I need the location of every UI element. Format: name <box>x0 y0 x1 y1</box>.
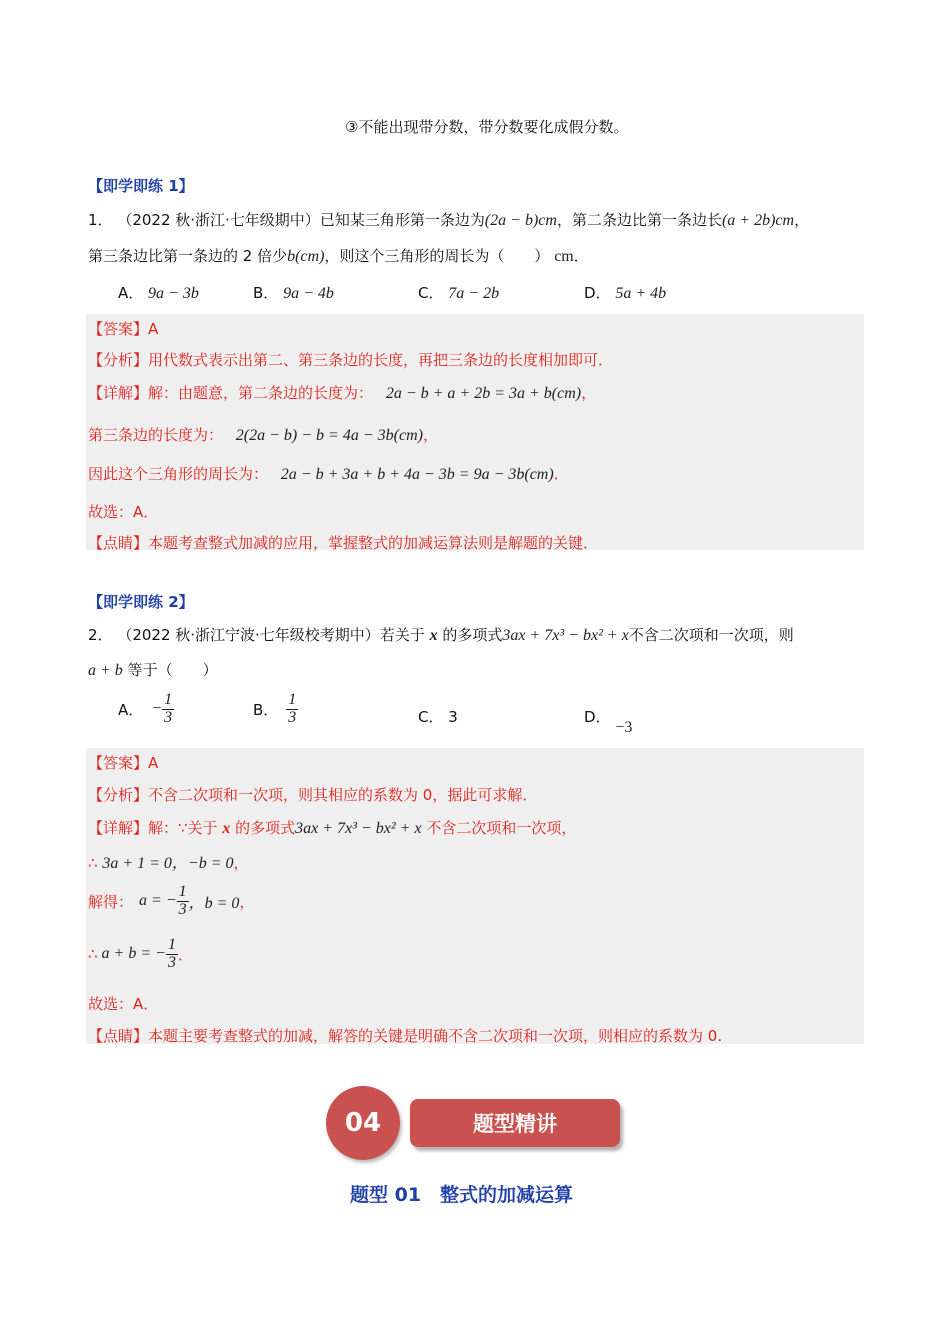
math-expression: a + b = − <box>101 945 166 963</box>
detail-end: ． <box>553 465 569 483</box>
math-expression: (a + 2b)cm <box>721 212 795 229</box>
exercise-1-question-line1 <box>88 209 809 230</box>
section-subtitle: 题型 01 整式的加减运算 <box>350 1184 574 1206</box>
exercise-1-label: 【即学即练 1】 <box>88 177 194 195</box>
detail-end: ． <box>177 945 193 964</box>
comment-line <box>88 532 598 553</box>
detail-line-1 <box>88 382 596 403</box>
option-a <box>118 692 174 727</box>
answer-line <box>88 318 158 339</box>
math-expression: 3ax + 7x³ − bx² + x <box>295 820 422 837</box>
option-b <box>253 692 298 727</box>
math-variable: x <box>222 820 231 837</box>
math-variable: x <box>429 627 438 644</box>
option-a <box>118 282 199 303</box>
answer-value: A <box>148 320 159 338</box>
detail-line-4 <box>88 937 193 972</box>
question-text: 已知某三角形第一条边为 <box>319 211 485 229</box>
question-text: 等于（ ） <box>127 661 218 679</box>
question-source: （2022 秋·浙江宁波·七年级校考期中） <box>117 626 380 644</box>
detail-tag: 【详解】 <box>88 819 149 837</box>
math-expression: 2a − b + 3a + b + 4a − 3b = 9a − 3b(cm) <box>280 466 554 483</box>
question-text: ， <box>794 211 810 229</box>
question-text: 若关于 <box>379 626 425 644</box>
fraction <box>286 692 298 727</box>
analysis-text: 不含二次项和一次项，则其相应的系数为 0，据此可求解． <box>148 786 538 804</box>
detail-tag: 【详解】 <box>88 384 149 402</box>
denominator: 3 <box>167 953 176 971</box>
numerator: 1 <box>167 936 176 953</box>
question-text: 第三条边比第一条边的 2 倍少 <box>88 247 288 265</box>
detail-end: ， <box>233 854 249 872</box>
comment-tag: 【点睛】 <box>88 534 149 552</box>
option-b <box>253 282 334 303</box>
math-expression: b(cm) <box>287 248 325 265</box>
analysis-line <box>88 349 613 370</box>
exercise-1-question-line2 <box>88 245 589 266</box>
question-text: ，则这个三角形的周长为（ ） <box>324 247 550 265</box>
option-letter: A． <box>118 700 144 719</box>
comment-tag: 【点睛】 <box>88 1027 149 1045</box>
option-letter: D． <box>584 708 611 726</box>
detail-end: ， <box>239 892 255 911</box>
numerator: 1 <box>178 883 187 900</box>
denominator: 3 <box>164 708 173 726</box>
section-badge <box>326 1086 620 1160</box>
detail-line-2 <box>88 850 249 873</box>
option-d <box>584 706 633 736</box>
detail-line-3 <box>88 884 254 919</box>
answer-tag: 【答案】 <box>88 754 149 772</box>
choose-line: 故选：A． <box>88 995 159 1013</box>
detail-line-3 <box>88 463 569 484</box>
therefore-symbol: ∴ <box>88 854 98 872</box>
option-c <box>418 706 458 727</box>
analysis-tag: 【分析】 <box>88 786 149 804</box>
math-expression: 3ax + 7x³ − bx² + x <box>502 627 629 644</box>
comment-text: 本题考查整式加减的应用，掌握整式的加减运算法则是解题的关键． <box>148 534 599 552</box>
option-d <box>584 282 666 303</box>
detail-text: 解得： <box>88 892 134 911</box>
math-expression: 2(2a − b) − b = 4a − 3b(cm) <box>235 427 423 444</box>
option-value: 3 <box>448 708 458 726</box>
math-expression: 2a − b + a + 2b = 3a + b(cm) <box>385 385 582 402</box>
answer-value: A <box>148 754 159 772</box>
denominator: 3 <box>178 900 187 918</box>
question-text: 的多项式 <box>442 626 503 644</box>
numerator: 1 <box>288 691 297 708</box>
detail-end: ， <box>581 384 597 402</box>
analysis-text: 用代数式表示出第二、第三条边的长度，再把三条边的长度相加即可． <box>148 351 614 369</box>
question-number: 2． <box>88 626 113 644</box>
math-expression: a = − <box>139 892 177 910</box>
detail-text: 解：∵关于 <box>148 819 218 837</box>
detail-end: ， <box>422 426 438 444</box>
math-expression: ，b = 0 <box>188 894 240 912</box>
top-note: ③不能出现带分数，带分数要化成假分数。 <box>345 118 629 136</box>
answer-line <box>88 752 158 773</box>
question-text: ，第二条边比第一条边长 <box>556 211 722 229</box>
comment-line <box>88 1025 722 1046</box>
question-source: （2022 秋·浙江·七年级期中） <box>117 211 320 229</box>
option-c <box>418 282 499 303</box>
detail-text: 因此这个三角形的周长为： <box>88 465 269 483</box>
math-expression: 3a + 1 = 0，−b = 0 <box>102 855 234 872</box>
option-letter: B． <box>253 700 279 719</box>
option-letter: B． <box>253 284 279 302</box>
option-value: 9a − 3b <box>148 285 199 302</box>
option-letter: D． <box>584 284 611 302</box>
fraction <box>177 884 189 919</box>
option-value: 7a − 2b <box>448 285 500 302</box>
question-end: ． <box>573 247 589 265</box>
option-value: −3 <box>615 719 633 736</box>
analysis-tag: 【分析】 <box>88 351 149 369</box>
detail-text: 的多项式 <box>235 819 296 837</box>
option-letter: C． <box>418 708 444 726</box>
section-title-badge: 题型精讲 <box>410 1099 620 1147</box>
option-letter: A． <box>118 284 144 302</box>
math-expression: (2a − b)cm <box>484 212 557 229</box>
math-expression: a + b <box>88 662 123 679</box>
answer-tag: 【答案】 <box>88 320 149 338</box>
fraction <box>166 937 178 972</box>
analysis-line <box>88 784 537 805</box>
detail-text: 不含二次项和一次项， <box>426 819 577 837</box>
detail-line-1 <box>88 817 576 838</box>
fraction <box>162 692 174 727</box>
question-text: 不含二次项和一次项，则 <box>628 626 794 644</box>
numerator: 1 <box>164 691 173 708</box>
exercise-2-question-line1 <box>88 624 794 645</box>
detail-text: 第三条边的长度为： <box>88 426 224 444</box>
detail-text: 解：由题意，第二条边的长度为： <box>148 384 374 402</box>
question-number: 1． <box>88 211 113 229</box>
option-value: 5a + 4b <box>615 285 667 302</box>
comment-text: 本题主要考查整式的加减，解答的关键是明确不含二次项和一次项，则相应的系数为 0. <box>148 1027 723 1045</box>
option-letter: C． <box>418 284 444 302</box>
choose-line: 故选：A． <box>88 503 159 521</box>
option-value: 9a − 4b <box>283 285 334 302</box>
therefore-symbol: ∴ <box>88 945 98 964</box>
section-number-badge: 04 <box>326 1086 400 1160</box>
exercise-2-label: 【即学即练 2】 <box>88 593 194 611</box>
option-sign: − <box>151 700 163 718</box>
detail-line-2 <box>88 424 438 445</box>
unit: cm <box>554 248 574 265</box>
denominator: 3 <box>288 708 297 726</box>
exercise-2-question-line2 <box>88 659 218 680</box>
